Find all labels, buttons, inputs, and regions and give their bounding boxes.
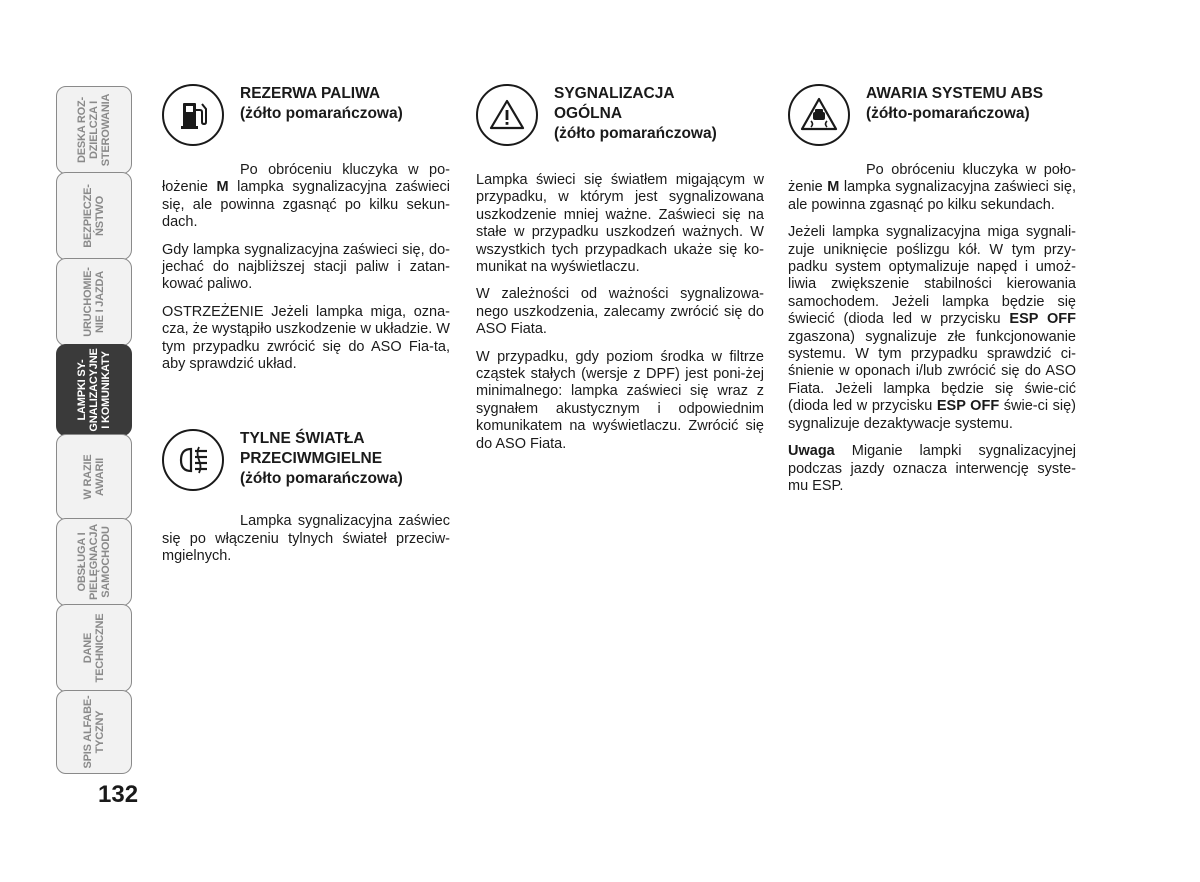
paragraph: Gdy lampka sygnalizacyjna zaświeci się, do-jechać do najbliższej stacji paliw i zatan-kować paliwo. xyxy=(162,241,450,293)
column-right xyxy=(788,84,1076,505)
paragraph: W zależności od ważności sygnalizowa-nego uszkodzenia, zalecamy zwrócić się do ASO Fiata. xyxy=(476,286,764,338)
tab-w-razie-awarii[interactable] xyxy=(56,434,132,520)
tab-uruchomienie-i-jazda[interactable] xyxy=(56,258,132,346)
paragraph: OSTRZEŻENIE Jeżeli lampka miga, ozna-cza, że wystąpiło uszkodzenie w układzie. W tym przypadku zwrócić się do ASO Fia-ta, aby sprawdzić układ. xyxy=(162,303,450,373)
rear-fog-light-icon xyxy=(162,429,224,491)
section-general-header xyxy=(476,84,764,172)
tab-label: BEZPIECZE- ŃSTWO xyxy=(82,184,106,248)
skid-car-warning-icon xyxy=(788,84,850,146)
tab-dane-techniczne[interactable] xyxy=(56,604,132,692)
page-number: 132 xyxy=(98,781,139,808)
column-middle xyxy=(476,84,764,463)
paragraph: Lampka sygnalizacyjna zaświec się po włączeniu tylnych świateł przeciw-mgielnych. xyxy=(162,513,450,565)
paragraph: Po obróceniu kluczyka w poło-żenie M lampka sygnalizacyjna zaświeci się, ale powinna zgasnąć po kilku sekundach. xyxy=(788,162,1076,213)
tab-label: OBSŁUGA I PIELĘGNACJA SAMOCHODU xyxy=(76,523,112,601)
tab-deska-rozdzielcza[interactable] xyxy=(56,86,132,174)
tab-bezpieczenstwo[interactable] xyxy=(56,172,132,260)
tab-label: SPIS ALFABE- TYCZNY xyxy=(82,695,106,769)
fuel-pump-icon xyxy=(162,84,224,146)
paragraph: Jeżeli lampka sygnalizacyjna miga sygnali-zuje uniknięcie poślizgu kół. W tym przy-padku system optymalizuje napęd i umoż-liwia zwiększenie stabilności kierowania samochodem. Jeżeli lampka będzie się świecić (dioda led w przycisku ESP OFF zgaszona) sygnalizuje złe funkcjonowanie systemu. W tym przypadku sprawdzić ci-śnienie w oponach i/lub zwrócić się do ASO Fiata. Jeżeli lampka będzie się świe-cić (dioda led w przycisku ESP OFF świe-ci się) sygnalizuje dezaktywacje systemu. xyxy=(788,224,1077,432)
section-abs-header xyxy=(788,84,1076,162)
section-fog-header xyxy=(162,429,450,513)
tab-obsluga-i-pielegnacja[interactable] xyxy=(56,518,132,606)
column-left xyxy=(162,84,450,576)
tab-label: URUCHOMIE- NIE I JAZDA xyxy=(82,267,106,337)
section-title: TYLNE ŚWIATŁA PRZECIWMGIELNE (żółto pomarańczowa) xyxy=(240,430,403,488)
tab-spis-alfabetyczny[interactable] xyxy=(56,690,132,774)
tab-label: W RAZIE AWARII xyxy=(82,454,106,500)
paragraph: Po obróceniu kluczyka w po-łożenie M lampka sygnalizacyjna zaświeci się, ale powinna zgasnąć po kilku sekun-dach. xyxy=(162,162,450,231)
tab-label: DESKA ROZ- DZIELCZA I STEROWANIA xyxy=(76,93,112,167)
section-title: REZERWA PALIWA (żółto pomarańczowa) xyxy=(240,85,403,122)
tab-label: DANE TECHNICZNE xyxy=(82,613,106,683)
section-fuel-header xyxy=(162,84,450,162)
paragraph: Uwaga Miganie lampki sygnalizacyjnej podczas jazdy oznacza interwencję syste-mu ESP. xyxy=(788,443,1076,494)
paragraph: W przypadku, gdy poziom środka w filtrze cząstek stałych (wersje z DPF) jest poni-żej minimalnego: lampka zaświeci się wraz z sygnałem akustycznym i odpowiednim komunikatem na wyświetlaczu. Zwrócić się do ASO Fiata. xyxy=(476,348,764,452)
warning-triangle-icon xyxy=(476,84,538,146)
tab-label: LAMPKI SY- GNALIZACYJNE I KOMUNIKATY xyxy=(76,348,112,432)
paragraph: Lampka świeci się światłem migającym w przypadku, w którym jest sygnalizowana uszkodzenie mniej ważne. Zaświeci się na stałe w przypadku uszkodzeń ważnych. W wszystkich tych przypadkach ukaże się ko-munikat na wyświetlaczu. xyxy=(476,172,764,276)
tab-lampki-sygnalizacyjne[interactable] xyxy=(56,344,132,436)
section-title: SYGNALIZACJA OGÓLNA (żółto pomarańczowa) xyxy=(554,85,717,142)
section-title: AWARIA SYSTEMU ABS (żółto-pomarańczowa) xyxy=(866,85,1044,122)
